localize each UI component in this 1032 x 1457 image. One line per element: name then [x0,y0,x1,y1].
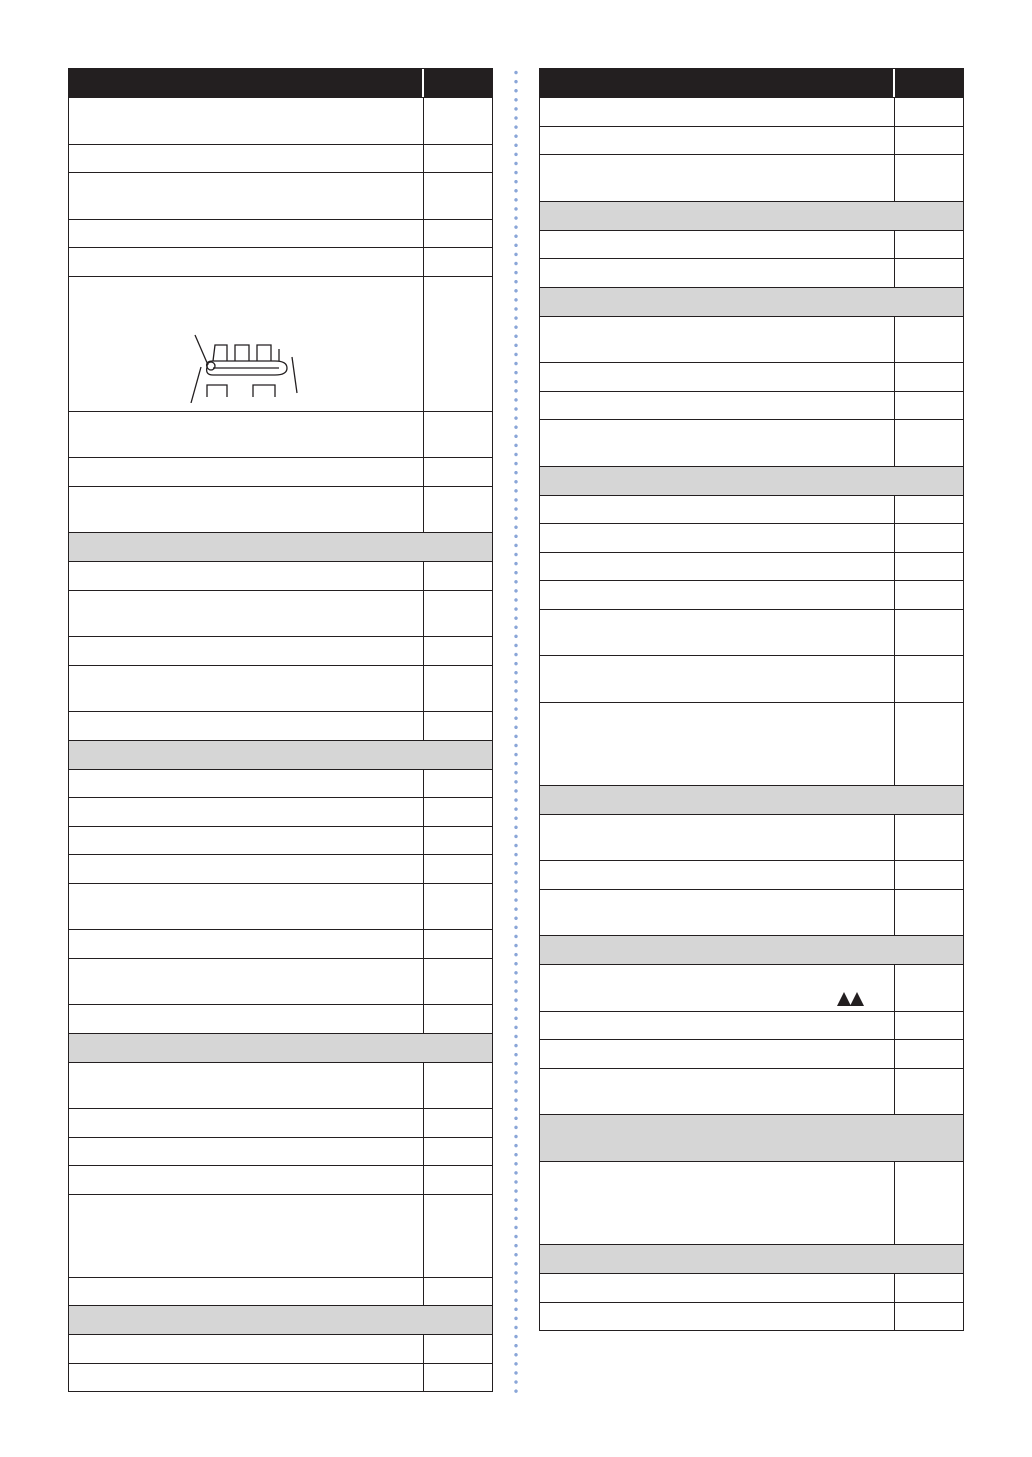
right-table-row [540,861,963,890]
left-table-row [69,248,492,277]
item-cell [540,1274,894,1302]
page-cell [423,1364,492,1392]
page-cell [423,145,492,173]
left-table-row [69,1278,492,1307]
item-cell [540,392,894,420]
page-cell [423,412,492,458]
column-divider [513,68,519,1393]
page-cell [894,890,963,936]
page-cell [894,392,963,420]
page-cell [894,1040,963,1068]
left-table-row [69,666,492,713]
page-cell [894,363,963,391]
item-cell [69,666,423,712]
right-table-section-row [540,1115,963,1162]
item-cell [69,1364,423,1392]
left-table-row [69,1364,492,1393]
right-table-section-row [540,936,963,965]
right-table [539,68,964,1331]
item-cell [540,703,894,785]
page-cell [894,861,963,889]
item-cell [540,496,894,524]
left-table-row [69,1005,492,1034]
item-cell [69,277,423,411]
header-page-cell [422,69,492,97]
right-table-row [540,420,963,467]
right-table-row [540,259,963,288]
right-table-row [540,496,963,525]
left-table-row [69,712,492,741]
page-cell [423,1063,492,1109]
left-table-row [69,562,492,591]
left-table-section-row [69,1034,492,1063]
left-table-row [69,1109,492,1138]
item-cell [540,259,894,287]
item-cell [69,884,423,930]
page-cell [423,1278,492,1306]
page-cell [894,815,963,861]
item-cell [540,155,894,201]
page-cell [894,1069,963,1115]
header-item-cell [540,69,893,97]
item-cell [69,959,423,1005]
item-cell [540,610,894,656]
left-table-row [69,884,492,931]
right-table-row [540,553,963,582]
double-warning-triangle-icon [836,991,866,1007]
item-cell [540,815,894,861]
page-cell [423,1109,492,1137]
left-table-row [69,637,492,666]
item-cell [69,712,423,740]
item-cell [540,127,894,155]
right-table-row [540,363,963,392]
left-table-row [69,1063,492,1110]
page-cell [423,884,492,930]
right-table-row [540,1040,963,1069]
right-column [539,68,964,1331]
page-cell [423,487,492,533]
page-cell [894,98,963,126]
left-table-header-row [69,69,492,98]
right-table-row [540,965,963,1012]
item-cell [540,317,894,363]
page-cell [423,1005,492,1033]
page-cell [423,827,492,855]
item-cell [540,656,894,702]
page-cell [423,591,492,637]
section-title-cell [540,288,963,316]
item-cell [540,363,894,391]
item-cell [69,1005,423,1033]
item-cell [69,1278,423,1306]
left-table-row [69,959,492,1006]
page-cell [423,1138,492,1166]
section-title-cell [540,786,963,814]
page-cell [423,666,492,712]
right-table-row [540,1303,963,1332]
left-table-row [69,173,492,220]
right-table-section-row [540,786,963,815]
right-table-row [540,231,963,260]
right-table-section-row [540,1245,963,1274]
page-cell [894,127,963,155]
page-cell [423,173,492,219]
right-table-header-row [540,69,963,98]
left-table-row [69,798,492,827]
item-cell [69,1166,423,1194]
page-cell [423,798,492,826]
right-table-row [540,815,963,862]
left-table-row [69,1195,492,1278]
page-cell [423,277,492,411]
page-cell [423,637,492,665]
left-table-row [69,770,492,799]
header-page-cell [893,69,963,97]
page-cell [423,1195,492,1277]
page-cell [894,553,963,581]
right-table-row [540,610,963,657]
item-cell [69,412,423,458]
page-cell [894,524,963,552]
section-title-cell [69,1034,492,1062]
left-table-row [69,827,492,856]
right-table-row [540,1162,963,1245]
item-cell [540,98,894,126]
section-title-cell [540,936,963,964]
page-cell [423,930,492,958]
page-cell [423,562,492,590]
page-cell [423,248,492,276]
section-title-cell [540,202,963,230]
page-cell [423,1166,492,1194]
right-table-section-row [540,288,963,317]
lever-slot-illustration [177,327,307,403]
page-cell [894,656,963,702]
section-title-cell [69,533,492,561]
left-table-row [69,1138,492,1167]
item-cell [69,487,423,533]
item-cell [69,770,423,798]
left-table [68,68,493,1392]
right-table-row [540,392,963,421]
right-table-row [540,317,963,364]
item-cell [540,581,894,609]
left-table-row [69,458,492,487]
page-cell [894,1162,963,1244]
page-cell [894,1274,963,1302]
right-table-row [540,1069,963,1116]
right-table-row [540,1274,963,1303]
left-table-row [69,98,492,145]
section-title-cell [69,741,492,769]
page-cell [423,98,492,144]
page-cell [894,259,963,287]
item-cell [69,458,423,486]
left-column [68,68,493,1392]
item-cell [69,248,423,276]
section-title-cell [540,467,963,495]
left-table-row [69,220,492,249]
page-cell [894,965,963,1011]
item-cell [540,553,894,581]
item-cell [69,145,423,173]
page-cell [894,496,963,524]
item-cell [540,524,894,552]
left-table-row [69,930,492,959]
page-cell [894,420,963,466]
right-table-row [540,656,963,703]
left-table-row [69,1335,492,1364]
item-cell [69,637,423,665]
page-cell [894,231,963,259]
item-cell [69,798,423,826]
item-cell [69,1335,423,1363]
right-table-row [540,98,963,127]
item-cell [540,1040,894,1068]
left-table-row [69,855,492,884]
item-cell [69,1063,423,1109]
page-cell [423,220,492,248]
item-cell [69,855,423,883]
left-table-row [69,277,492,412]
page-cell [894,610,963,656]
page-cell [423,458,492,486]
right-table-row [540,155,963,202]
item-cell [69,220,423,248]
page-cell [894,1303,963,1331]
left-table-row [69,145,492,174]
section-title-cell [540,1115,963,1161]
page-cell [423,1335,492,1363]
right-table-row [540,524,963,553]
section-title-cell [540,1245,963,1273]
page-cell [423,712,492,740]
right-table-row [540,127,963,156]
right-table-row [540,890,963,937]
page-cell [423,855,492,883]
page-cell [894,155,963,201]
right-table-section-row [540,202,963,231]
left-table-row [69,487,492,534]
left-table-row [69,1166,492,1195]
item-cell [69,1195,423,1277]
page-cell [894,581,963,609]
header-item-cell [69,69,422,97]
item-cell [540,861,894,889]
item-cell [540,890,894,936]
page-cell [423,959,492,1005]
right-table-row [540,1012,963,1041]
item-cell [69,930,423,958]
item-cell [540,1162,894,1244]
item-cell [540,1069,894,1115]
page-cell [894,317,963,363]
section-title-cell [69,1306,492,1334]
item-cell [69,562,423,590]
page-cell [894,1012,963,1040]
item-cell [540,965,894,1011]
right-table-section-row [540,467,963,496]
left-table-row [69,591,492,638]
page-cell [894,703,963,785]
item-cell [540,1303,894,1331]
left-table-row [69,412,492,459]
item-cell [69,1109,423,1137]
item-cell [69,827,423,855]
item-cell [69,591,423,637]
item-cell [540,1012,894,1040]
item-cell [69,173,423,219]
item-cell [69,98,423,144]
page-cell [423,770,492,798]
left-table-section-row [69,741,492,770]
left-table-section-row [69,1306,492,1335]
right-table-row [540,703,963,786]
item-cell [540,231,894,259]
right-table-row [540,581,963,610]
item-cell [540,420,894,466]
left-table-section-row [69,533,492,562]
item-cell [69,1138,423,1166]
